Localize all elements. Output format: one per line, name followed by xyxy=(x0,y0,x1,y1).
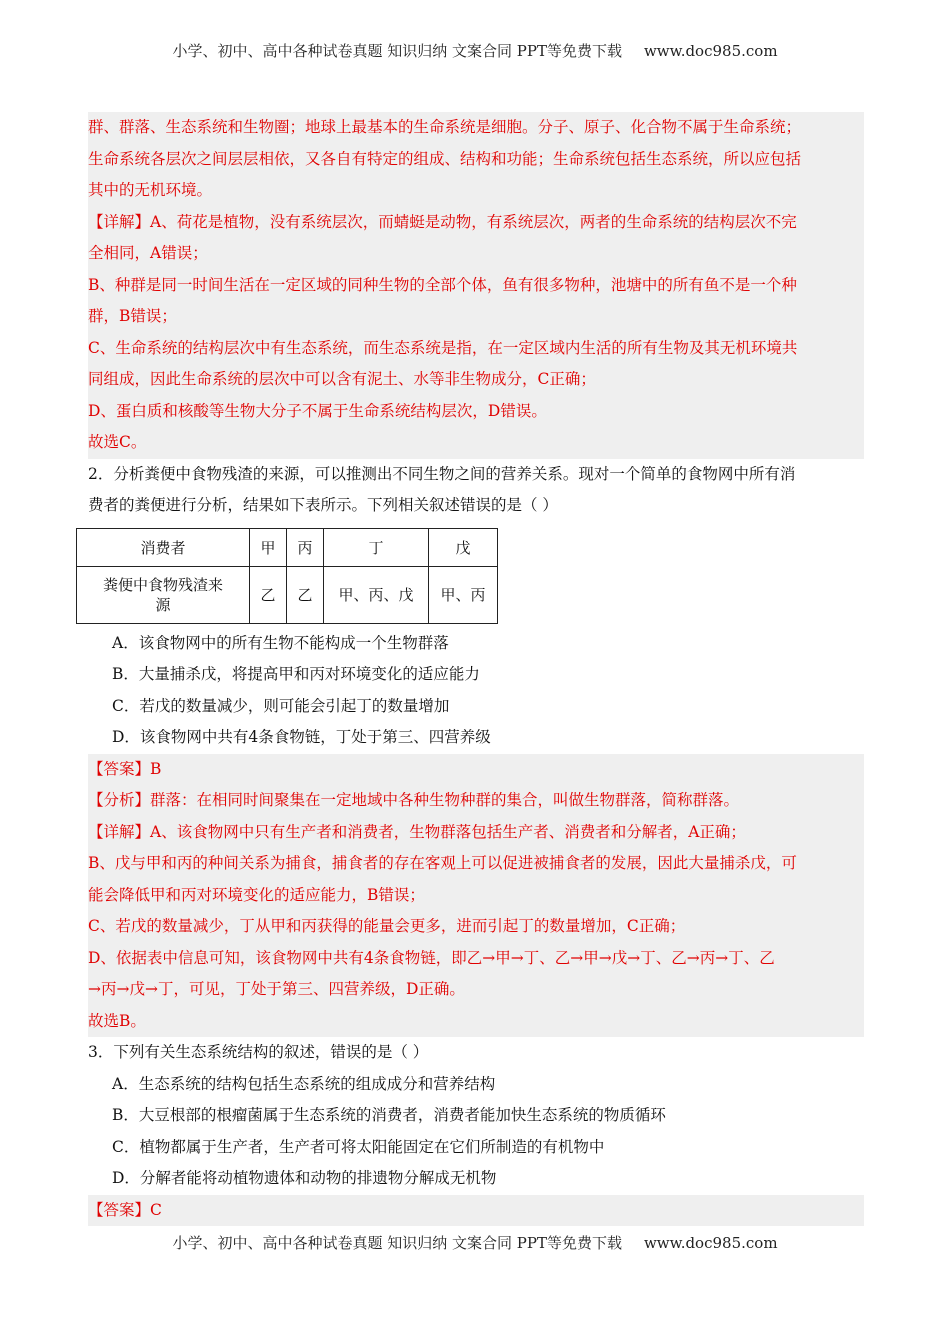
text-line: 能会降低甲和丙对环境变化的适应能力，B错误； xyxy=(88,885,425,904)
question-2 xyxy=(88,459,864,1038)
table-header-cell: 甲 xyxy=(250,528,287,566)
detail-text: A、荷花是植物，没有系统层次，而蜻蜓是动物，有系统层次，两者的生命系统的结构层次不完 xyxy=(150,212,797,231)
footer-text: 小学、初中、高中各种试卷真题 知识归纳 文案合同 PPT等免费下载 xyxy=(172,1234,622,1252)
option-b: B．大豆根部的根瘤菌属于生态系统的消费者，消费者能加快生态系统的物质循环 xyxy=(112,1106,666,1124)
option-a: A．该食物网中的所有生物不能构成一个生物群落 xyxy=(112,633,449,652)
page-header xyxy=(0,40,950,61)
text-line: 其中的无机环境。 xyxy=(88,181,213,199)
answer-line xyxy=(88,1195,864,1227)
analysis-label: 【分析】 xyxy=(88,791,151,809)
detail-text: A、该食物网中只有生产者和消费者，生物群落包括生产者、消费者和分解者，A正确； xyxy=(150,822,746,841)
answer-line xyxy=(88,754,864,786)
text-line: 生命系统各层次之间层层相依，又各自有特定的组成、结构和功能；生命系统包括生态系统，所以应包括 xyxy=(88,149,802,168)
option-c: C．若戊的数量减少，则可能会引起丁的数量增加 xyxy=(112,696,450,715)
text-line: C、若戊的数量减少，丁从甲和丙获得的能量会更多，进而引起丁的数量增加，C正确； xyxy=(88,917,686,935)
table-cell: 甲、丙 xyxy=(429,566,498,623)
question-stem-line: 3．下列有关生态系统结构的叙述，错误的是（ ） xyxy=(88,1043,429,1061)
table-header-cell: 丙 xyxy=(287,528,324,566)
text-line: →丙→戊→丁，可见，丁处于第三、四营养级，D正确。 xyxy=(88,980,465,998)
conclusion: 故选B。 xyxy=(88,1011,146,1030)
detail-label: 【详解】 xyxy=(88,822,151,841)
table-header-cell: 戊 xyxy=(429,528,498,566)
text-line: 同组成，因此生命系统的层次中可以含有泥土、水等非生物成分，C正确； xyxy=(88,370,596,388)
row-label-line: 粪便中食物残渣来 xyxy=(102,575,223,594)
text-line: 群、群落、生态系统和生物圈；地球上最基本的生命系统是细胞。分子、原子、化合物不属于生命系统； xyxy=(88,118,802,136)
page-content xyxy=(88,112,864,1226)
answer-label: 【答案】 xyxy=(88,759,151,778)
analysis-line xyxy=(88,785,864,817)
table-row-label xyxy=(77,566,250,623)
header-site: www.doc985.com xyxy=(643,42,778,60)
text-line: B、种群是同一时间生活在一定区域的同种生物的全部个体，鱼有很多物种，池塘中的所有鱼不是一个种 xyxy=(88,275,797,294)
text-line: B、戊与甲和丙的种间关系为捕食，捕食者的存在客观上可以促进被捕食者的发展，因此大量捕杀戊，可 xyxy=(88,854,797,872)
text-line: 全相同，A错误； xyxy=(88,244,208,262)
text-line: D、蛋白质和核酸等生物大分子不属于生命系统结构层次，D错误。 xyxy=(88,401,547,420)
table-header-cell: 丁 xyxy=(324,528,429,566)
analysis-text: 群落：在相同时间聚集在一定地域中各种生物种群的集合，叫做生物群落，简称群落。 xyxy=(150,791,740,809)
text-line: C、生命系统的结构层次中有生态系统，而生态系统是指，在一定区域内生活的所有生物及其无机环境共 xyxy=(88,338,798,357)
question-3 xyxy=(88,1037,864,1226)
table-header-cell: 消费者 xyxy=(77,528,250,566)
option-d: D．该食物网中共有4条食物链，丁处于第三、四营养级 xyxy=(112,728,491,746)
table-row xyxy=(77,566,498,623)
page-footer xyxy=(0,1232,950,1253)
option-d: D．分解者能将动植物遗体和动物的排遗物分解成无机物 xyxy=(112,1169,497,1187)
question-stem-line: 2．分析粪便中食物残渣的来源，可以推测出不同生物之间的营养关系。现对一个简单的食物网中所有消 xyxy=(88,464,796,483)
option-c: C．植物都属于生产者，生产者可将太阳能固定在它们所制造的有机物中 xyxy=(112,1137,605,1156)
table-header-row xyxy=(77,528,498,566)
q3-answer-block xyxy=(88,1195,864,1227)
table-cell: 乙 xyxy=(287,566,324,623)
table-cell: 甲、丙、戊 xyxy=(324,566,429,623)
footer-site: www.doc985.com xyxy=(643,1234,778,1252)
option-b: B．大量捕杀戊，将提高甲和丙对环境变化的适应能力 xyxy=(112,665,480,683)
row-label-line: 源 xyxy=(155,595,171,614)
detail-line xyxy=(88,817,864,849)
q1-detail-line xyxy=(88,207,864,239)
feces-analysis-table xyxy=(76,528,498,624)
answer-label: 【答案】 xyxy=(88,1200,151,1219)
table-cell: 乙 xyxy=(250,566,287,623)
q1-explanation-block xyxy=(88,112,864,459)
header-text: 小学、初中、高中各种试卷真题 知识归纳 文案合同 PPT等免费下载 xyxy=(172,42,622,60)
option-a: A．生态系统的结构包括生态系统的组成成分和营养结构 xyxy=(112,1074,496,1093)
conclusion: 故选C。 xyxy=(88,433,147,451)
question-stem-line: 费者的粪便进行分析，结果如下表所示。下列相关叙述错误的是（ ） xyxy=(88,496,558,514)
text-line: D、依据表中信息可知，该食物网中共有4条食物链，即乙→甲→丁、乙→甲→戊→丁、乙→丙→丁、乙 xyxy=(88,948,775,967)
answer-value: B xyxy=(150,759,162,778)
answer-value: C xyxy=(150,1200,162,1219)
detail-label: 【详解】 xyxy=(88,212,151,231)
q2-answer-block xyxy=(88,754,864,1038)
text-line: 群，B错误； xyxy=(88,307,177,325)
